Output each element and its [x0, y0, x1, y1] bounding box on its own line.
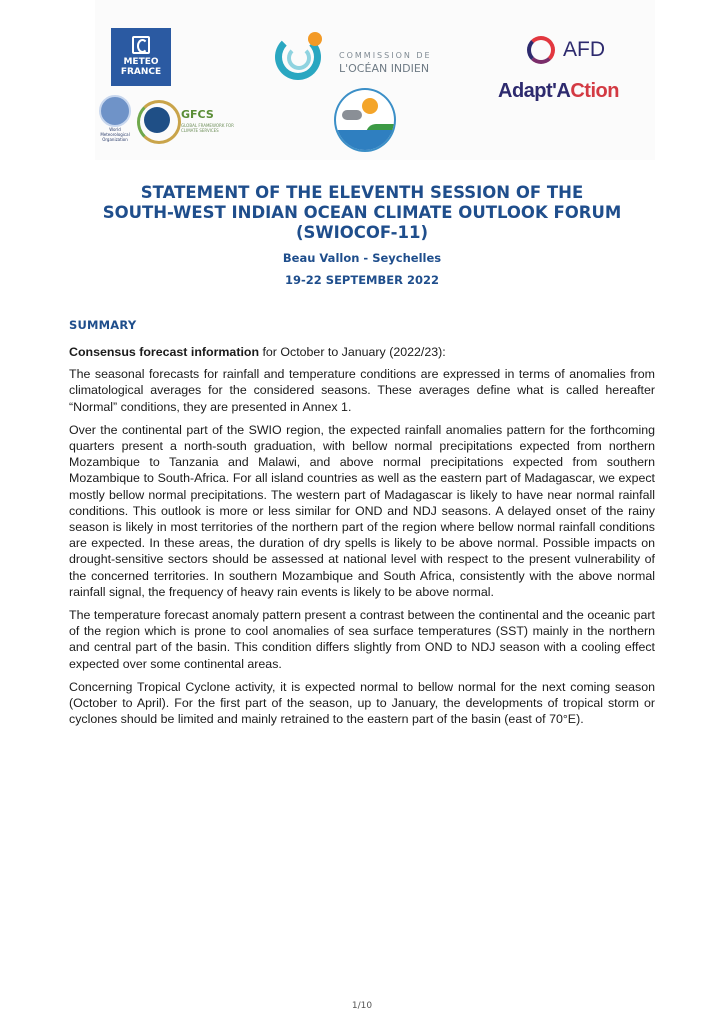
consensus-lead — [69, 344, 655, 360]
paragraph-normals: The seasonal forecasts for rainfall and temperature conditions are expressed in terms of anomalies from climatological averages for the considered seasons. These averages define what is called hereafter “Normal” conditions, they are presented in Annex 1. — [69, 367, 655, 414]
title-line-2: SOUTH-WEST INDIAN OCEAN CLIMATE OUTLOOK FORUM — [102, 203, 622, 222]
meteo-france-symbol-icon — [132, 36, 150, 54]
paragraph-rainfall: Over the continental part of the SWIO region, the expected rainfall anomalies pattern for the forthcoming quarters present a north-south graduation, with bellow normal precipitations expected from northern Mozambique to Tanzania and Malawi, and above normal precipitations expected from southern Mozambique to South-Africa. For all island countries as well as the eastern part of Madagascar, we expect mostly bellow normal precipitations. The western part of Madagascar is likely to have near normal rainfall conditions. This outlook is more or less similar for OND and NDJ seasons. A delayed onset of the rainy season is likely in most territories of the northern part of the region where bellow normal rainfall conditions are expected. In these areas, the duration of dry spells is likely to be above normal. Possible impacts on drought-sensitive sectors should be assessed at national level with respect to the present vulnerability of the concerned territories. In southern Mozambique and South Africa, consistently with the above normal rainfall signal, the frequency of heavy rain events is likely to be above normal. — [69, 422, 655, 599]
page-number: 1/10 — [351, 1001, 373, 1011]
adaptaction-text-2: Ction — [570, 80, 619, 102]
wmo-text-3: Organization — [102, 137, 128, 142]
adaptaction-text-1: Adapt'A — [498, 80, 571, 102]
event-date: 19-22 SEPTEMBER 2022 — [285, 273, 439, 287]
adaptaction-logo — [498, 80, 619, 103]
sea-icon — [336, 130, 396, 150]
coi-sun-icon — [308, 32, 322, 46]
consensus-lead-rest: for October to January (2022/23): — [259, 345, 446, 359]
wmo-logo — [95, 93, 135, 149]
afd-text: AFD — [563, 38, 605, 61]
title-line-3: (SWIOCOF-11) — [295, 223, 429, 242]
gfcs-subtitle-line-1: GLOBAL FRAMEWORK FOR — [181, 123, 234, 128]
meteo-france-text-2: FRANCE — [120, 67, 162, 77]
paragraph-temperature: The temperature forecast anomaly pattern present a contrast between the continental and the oceanic part of the region which is prone to cool anomalies of sea surface temperatures (SST) mainly in the northern and central part of the basin. This condition differs slightly from OND to NDJ season with a cooling effect expected over some continental areas. — [69, 608, 655, 671]
gfcs-subtitle — [181, 123, 234, 133]
gfcs-logo — [137, 100, 257, 142]
wmo-text-2: Meteorological — [100, 132, 130, 137]
consensus-lead-bold: Consensus forecast information — [69, 345, 260, 359]
rain-cloud-icon — [342, 110, 362, 120]
gfcs-globe-icon — [144, 107, 170, 133]
afd-logo — [525, 35, 625, 69]
afd-ring-icon — [527, 36, 555, 64]
gfcs-name: GFCS — [181, 108, 214, 121]
title-line-1: STATEMENT OF THE ELEVENTH SESSION OF THE — [140, 183, 584, 202]
gfcs-subtitle-line-2: CLIMATE SERVICES — [181, 128, 219, 133]
seychelles-meteorological-authority-logo — [334, 88, 396, 152]
meteo-france-text-1: METEO — [123, 57, 159, 67]
coi-logo — [275, 32, 455, 92]
coi-text-2: L'OCÉAN INDIEN — [339, 62, 430, 75]
coi-text-1: COMMISSION DE — [339, 51, 432, 60]
meteo-france-logo — [111, 28, 171, 86]
summary-content — [69, 344, 655, 734]
wmo-text-1: World — [109, 127, 121, 132]
sun-icon — [362, 98, 378, 114]
wmo-globe-icon — [99, 95, 131, 127]
document-title-block — [60, 183, 664, 287]
summary-heading: SUMMARY — [69, 318, 137, 332]
event-location: Beau Vallon - Seychelles — [282, 251, 442, 265]
coi-inner-ring-icon — [287, 46, 311, 70]
paragraph-cyclones: Concerning Tropical Cyclone activity, it is expected normal to bellow normal for the next coming season (October to April). For the first part of the season, up to January, the developments of tropical storm or cyclones should be limited and mainly retrained to the eastern part of the basin (east of 70°E). — [69, 679, 655, 727]
